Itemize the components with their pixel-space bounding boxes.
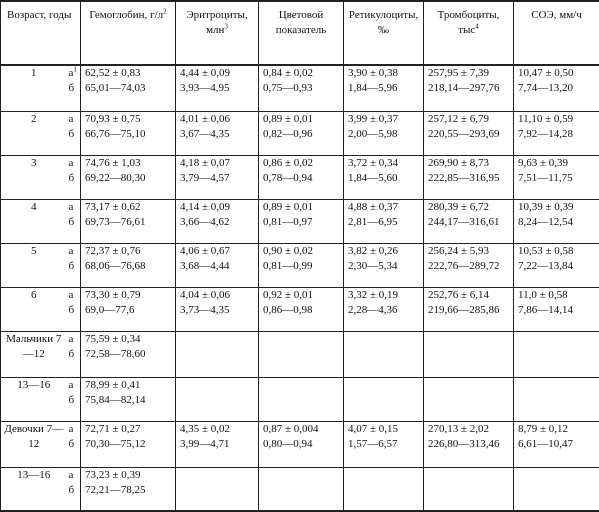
marker-a: а [69, 112, 79, 127]
value-mean: 252,76 ± 6,14 [428, 288, 509, 303]
cell-erythrocytes [176, 467, 259, 511]
header-hemoglobin: Гемоглобин, $г/л^2$ [81, 1, 176, 65]
value-mean: 3,82 ± 0,26 [348, 244, 419, 259]
cell-marker [67, 287, 81, 331]
cell-marker [67, 467, 81, 511]
value-mean [348, 332, 419, 347]
value-range: 69,73—76,61 [85, 215, 171, 230]
value-mean: 8,79 ± 0,12 [518, 422, 595, 437]
value-mean [180, 378, 254, 393]
header-reticulocytes: Ретикулоциты, ‰ [344, 1, 424, 65]
cell-marker [67, 65, 81, 111]
marker-b: б [69, 303, 79, 318]
value-range [428, 483, 509, 498]
marker-a: а [69, 332, 79, 347]
value-range: 1,57—6,57 [348, 437, 419, 452]
value-mean: 4,01 ± 0,06 [180, 112, 254, 127]
value-mean: 0,90 ± 0,02 [263, 244, 339, 259]
cell-hemoglobin [81, 155, 176, 199]
value-mean [518, 332, 595, 347]
value-range: 3,67—4,35 [180, 127, 254, 142]
cell-age: Мальчики 7—12 [1, 331, 67, 377]
marker-a: $а^1$ [69, 66, 79, 81]
value-range: 3,79—4,57 [180, 171, 254, 186]
table-body [1, 65, 599, 511]
cell-hemoglobin [81, 377, 176, 421]
cell-erythrocytes [176, 421, 259, 467]
value-range: 3,66—4,62 [180, 215, 254, 230]
table-row [1, 199, 599, 243]
value-range: 72,21—78,25 [85, 483, 171, 498]
value-mean [263, 378, 339, 393]
cell-platelets [424, 111, 514, 155]
cell-reticulocytes [344, 377, 424, 421]
cell-esr [514, 331, 599, 377]
header-age: Возраст, годы [1, 1, 81, 65]
cell-erythrocytes [176, 377, 259, 421]
value-range: 222,76—289,72 [428, 259, 509, 274]
value-range: 1,84—5,96 [348, 81, 419, 96]
cell-hemoglobin [81, 65, 176, 111]
value-mean: 4,14 ± 0,09 [180, 200, 254, 215]
cell-platelets [424, 199, 514, 243]
marker-b: б [69, 437, 79, 452]
cell-esr [514, 421, 599, 467]
cell-platelets [424, 377, 514, 421]
value-range: 68,06—76,68 [85, 259, 171, 274]
value-mean: 0,84 ± 0,02 [263, 66, 339, 81]
cell-reticulocytes [344, 421, 424, 467]
value-mean: 4,07 ± 0,15 [348, 422, 419, 437]
cell-reticulocytes [344, 65, 424, 111]
value-mean: 4,06 ± 0,67 [180, 244, 254, 259]
marker-a: а [69, 244, 79, 259]
cell-age: 3 [1, 155, 67, 199]
value-range: 219,66—285,86 [428, 303, 509, 318]
cell-marker [67, 377, 81, 421]
value-range: 226,80—313,46 [428, 437, 509, 452]
value-mean: 70,93 ± 0,75 [85, 112, 171, 127]
value-mean: 9,63 ± 0,39 [518, 156, 595, 171]
value-range: 2,00—5,98 [348, 127, 419, 142]
value-mean: 72,37 ± 0,76 [85, 244, 171, 259]
cell-esr [514, 155, 599, 199]
value-mean: 257,12 ± 6,79 [428, 112, 509, 127]
value-mean: 10,47 ± 0,50 [518, 66, 595, 81]
value-range: 75,84—82,14 [85, 393, 171, 408]
value-range: 7,86—14,14 [518, 303, 595, 318]
table-row [1, 287, 599, 331]
value-range: 3,68—4,44 [180, 259, 254, 274]
cell-reticulocytes [344, 467, 424, 511]
cell-marker [67, 111, 81, 155]
cell-hemoglobin [81, 111, 176, 155]
cell-age: 1 [1, 65, 67, 111]
value-range: 70,30—75,12 [85, 437, 171, 452]
table-row [1, 65, 599, 111]
value-range: 65,01—74,03 [85, 81, 171, 96]
cell-platelets [424, 331, 514, 377]
value-mean: 11,10 ± 0,59 [518, 112, 595, 127]
value-range [263, 483, 339, 498]
cell-age: Девочки 7—12 [1, 421, 67, 467]
value-range: 66,76—75,10 [85, 127, 171, 142]
table-header-row [1, 1, 599, 65]
value-mean [348, 378, 419, 393]
value-range: 222,85—316,95 [428, 171, 509, 186]
value-range [263, 347, 339, 362]
marker-b: б [69, 81, 79, 96]
value-range: 0,80—0,94 [263, 437, 339, 452]
cell-age: 5 [1, 243, 67, 287]
cell-hemoglobin [81, 331, 176, 377]
marker-a: а [69, 200, 79, 215]
value-range: 72,58—78,60 [85, 347, 171, 362]
cell-age: 2 [1, 111, 67, 155]
cell-erythrocytes [176, 331, 259, 377]
marker-a: а [69, 288, 79, 303]
table-row [1, 155, 599, 199]
value-range [180, 347, 254, 362]
cell-esr [514, 199, 599, 243]
cell-esr [514, 111, 599, 155]
marker-a: а [69, 422, 79, 437]
table-row [1, 111, 599, 155]
value-range [518, 347, 595, 362]
cell-reticulocytes [344, 111, 424, 155]
cell-color-index [259, 377, 344, 421]
cell-esr [514, 65, 599, 111]
value-mean: 78,99 ± 0,41 [85, 378, 171, 393]
value-range: 220,55—293,69 [428, 127, 509, 142]
cell-platelets [424, 243, 514, 287]
value-range: 69,22—80,30 [85, 171, 171, 186]
value-mean: 0,89 ± 0,01 [263, 200, 339, 215]
cell-reticulocytes [344, 287, 424, 331]
cell-color-index [259, 65, 344, 111]
value-range [180, 483, 254, 498]
value-range: 0,81—0,97 [263, 215, 339, 230]
cell-esr [514, 377, 599, 421]
value-mean: 4,44 ± 0,09 [180, 66, 254, 81]
value-range: 2,81—6,95 [348, 215, 419, 230]
table-row [1, 467, 599, 511]
cell-color-index [259, 199, 344, 243]
value-range: 2,28—4,36 [348, 303, 419, 318]
cell-marker [67, 199, 81, 243]
value-range: 0,81—0,99 [263, 259, 339, 274]
cell-marker [67, 331, 81, 377]
cell-hemoglobin [81, 199, 176, 243]
value-range: 0,75—0,93 [263, 81, 339, 96]
value-mean [263, 332, 339, 347]
value-mean: 73,17 ± 0,62 [85, 200, 171, 215]
marker-b: б [69, 171, 79, 186]
value-range: 0,86—0,98 [263, 303, 339, 318]
value-range: 0,82—0,96 [263, 127, 339, 142]
value-mean: 3,32 ± 0,19 [348, 288, 419, 303]
cell-marker [67, 243, 81, 287]
header-erythrocytes: Эритроциты, млн$^3$ [176, 1, 259, 65]
value-mean: 4,04 ± 0,06 [180, 288, 254, 303]
value-mean: 3,90 ± 0,38 [348, 66, 419, 81]
value-mean: 4,88 ± 0,37 [348, 200, 419, 215]
value-range: 69,0—77,6 [85, 303, 171, 318]
header-color-index: Цветовой показатель [259, 1, 344, 65]
cell-erythrocytes [176, 155, 259, 199]
cell-esr [514, 467, 599, 511]
value-range: 7,22—13,84 [518, 259, 595, 274]
cell-color-index [259, 243, 344, 287]
value-range [348, 483, 419, 498]
marker-b: б [69, 483, 79, 498]
value-mean: 74,76 ± 1,03 [85, 156, 171, 171]
cell-color-index [259, 331, 344, 377]
cell-marker [67, 421, 81, 467]
cell-age: 4 [1, 199, 67, 243]
marker-b: б [69, 393, 79, 408]
cell-reticulocytes [344, 199, 424, 243]
value-range: 244,17—316,61 [428, 215, 509, 230]
cell-platelets [424, 421, 514, 467]
cell-platelets [424, 287, 514, 331]
cell-platelets [424, 467, 514, 511]
cell-erythrocytes [176, 287, 259, 331]
marker-b: б [69, 259, 79, 274]
cell-erythrocytes [176, 199, 259, 243]
value-mean: 256,24 ± 5,93 [428, 244, 509, 259]
value-range: 3,99—4,71 [180, 437, 254, 452]
marker-a: а [69, 156, 79, 171]
table-row [1, 421, 599, 467]
value-mean: 4,35 ± 0,02 [180, 422, 254, 437]
value-mean: 10,39 ± 0,39 [518, 200, 595, 215]
value-mean: 269,90 ± 8,73 [428, 156, 509, 171]
value-mean: 10,53 ± 0,58 [518, 244, 595, 259]
cell-age: 13—16 [1, 377, 67, 421]
value-range: 6,61—10,47 [518, 437, 595, 452]
cell-hemoglobin [81, 287, 176, 331]
cell-color-index [259, 287, 344, 331]
cell-reticulocytes [344, 331, 424, 377]
value-mean: 280,39 ± 6,72 [428, 200, 509, 215]
cell-marker [67, 155, 81, 199]
value-range: 7,74—13,20 [518, 81, 595, 96]
value-range: 218,14—297,76 [428, 81, 509, 96]
value-range: 0,78—0,94 [263, 171, 339, 186]
value-mean: 0,92 ± 0,01 [263, 288, 339, 303]
marker-a: а [69, 468, 79, 483]
value-mean [518, 378, 595, 393]
value-range [518, 393, 595, 408]
header-platelets: Тромбоциты, тыс$^4$ [424, 1, 514, 65]
marker-a: а [69, 378, 79, 393]
cell-color-index [259, 155, 344, 199]
header-esr: СОЭ, мм/ч [514, 1, 599, 65]
value-mean: 4,18 ± 0,07 [180, 156, 254, 171]
value-range: 7,51—11,75 [518, 171, 595, 186]
value-range: 1,84—5,60 [348, 171, 419, 186]
value-mean [428, 332, 509, 347]
cell-platelets [424, 65, 514, 111]
value-mean: 0,86 ± 0,02 [263, 156, 339, 171]
cell-color-index [259, 111, 344, 155]
table-row [1, 377, 599, 421]
value-range: 3,73—4,35 [180, 303, 254, 318]
value-range: 2,30—5,34 [348, 259, 419, 274]
cell-hemoglobin [81, 467, 176, 511]
table-row [1, 331, 599, 377]
cell-esr [514, 287, 599, 331]
value-mean [428, 378, 509, 393]
value-mean: 72,71 ± 0,27 [85, 422, 171, 437]
value-range [428, 347, 509, 362]
cell-esr [514, 243, 599, 287]
marker-b: б [69, 347, 79, 362]
marker-b: б [69, 215, 79, 230]
cell-age: 13—16 [1, 467, 67, 511]
cell-reticulocytes [344, 243, 424, 287]
cell-hemoglobin [81, 243, 176, 287]
cell-color-index [259, 421, 344, 467]
value-range [180, 393, 254, 408]
value-mean: 3,72 ± 0,34 [348, 156, 419, 171]
value-mean: 257,95 ± 7,39 [428, 66, 509, 81]
value-range [428, 393, 509, 408]
value-mean: 73,23 ± 0,39 [85, 468, 171, 483]
value-range [518, 483, 595, 498]
cell-erythrocytes [176, 65, 259, 111]
value-range: 7,92—14,28 [518, 127, 595, 142]
value-mean: 62,52 ± 0,83 [85, 66, 171, 81]
value-mean [180, 332, 254, 347]
value-range: 3,93—4,95 [180, 81, 254, 96]
value-range [348, 393, 419, 408]
value-range [348, 347, 419, 362]
value-mean: 270,13 ± 2,02 [428, 422, 509, 437]
cell-erythrocytes [176, 243, 259, 287]
marker-b: б [69, 127, 79, 142]
cell-reticulocytes [344, 155, 424, 199]
value-range [263, 393, 339, 408]
value-mean: 0,89 ± 0,01 [263, 112, 339, 127]
value-mean: 3,99 ± 0,37 [348, 112, 419, 127]
cell-hemoglobin [81, 421, 176, 467]
cell-platelets [424, 155, 514, 199]
value-range: 8,24—12,54 [518, 215, 595, 230]
value-mean: 75,59 ± 0,34 [85, 332, 171, 347]
value-mean: 0,87 ± 0,004 [263, 422, 339, 437]
cell-erythrocytes [176, 111, 259, 155]
value-mean: 11,0 ± 0,58 [518, 288, 595, 303]
table-row [1, 243, 599, 287]
cell-color-index [259, 467, 344, 511]
cell-age: 6 [1, 287, 67, 331]
value-mean: 73,30 ± 0,79 [85, 288, 171, 303]
